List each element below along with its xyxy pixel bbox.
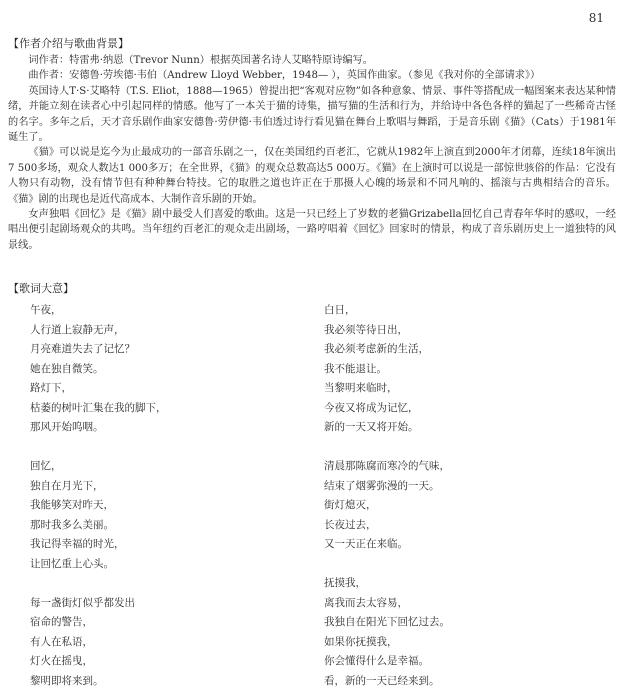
lyric-line: 白日，	[324, 301, 450, 321]
lyric-line: 你会懂得什么是幸福。	[324, 652, 450, 672]
stanza-gap	[324, 555, 450, 575]
lyric-line: 新的一天又将开始。	[324, 418, 450, 438]
lyrics-left-column	[30, 301, 167, 691]
lyric-line: 抚摸我，	[324, 574, 450, 594]
lyric-line: 月亮难道失去了记忆？	[30, 340, 167, 360]
stanza-gap	[30, 438, 167, 458]
lyric-line: 看，新的一天已经来到。	[324, 672, 450, 691]
lyric-line: 那风开始呜咽。	[30, 418, 167, 438]
lyric-line: 灯火在摇曳，	[30, 652, 167, 672]
lyric-line: 让回忆重上心头。	[30, 555, 167, 575]
lyric-line: 每一盏街灯似乎都发出	[30, 594, 167, 614]
lyric-line: 那时我多么美丽。	[30, 516, 167, 536]
page-number: 81	[589, 11, 604, 25]
lyric-line: 午夜，	[30, 301, 167, 321]
lyric-line: 我独自在阳光下回忆过去。	[324, 613, 450, 633]
composer-paragraph: 曲作者：安德鲁·劳埃德·韦伯（Andrew Lloyd Webber，1948— ），英国作曲家。（参见《我对你的全部请求》）	[8, 68, 616, 83]
lyric-line: 如果你抚摸我，	[324, 633, 450, 653]
lyric-line: 黎明即将来到。	[30, 672, 167, 691]
lyric-line: 结束了烟雾弥漫的一天。	[324, 477, 450, 497]
lyric-line: 当黎明来临时，	[324, 379, 450, 399]
lyric-line: 清晨那陈腐而寒冷的气味，	[324, 457, 450, 477]
lyric-line: 路灯下，	[30, 379, 167, 399]
lyric-line: 回忆，	[30, 457, 167, 477]
lyric-line: 我必须考虑新的生活，	[324, 340, 450, 360]
lyric-line: 她在独自微笑。	[30, 360, 167, 380]
lyric-line: 独自在月光下，	[30, 477, 167, 497]
intro-text	[8, 53, 616, 253]
lyricist-paragraph: 词作者：特雷弗·纳恩（Trevor Nunn）根据英国著名诗人艾略特原诗编写。	[8, 53, 616, 68]
eliot-paragraph: 英国诗人T·S·艾略特（T.S. Eliot，1888—1965）曾提出把“客观对应物”如各种意象、情景、事件等搭配成一幅图案来表达某种情绪，并能立刻在读者心中引起同样的情感。他写了一本关于猫的诗集，描写猫的生活和行为，并给诗中各色各样的猫起了一些稀奇古怪的名字。多年之后，天才音乐剧作曲家安德鲁·劳伊德·韦伯透过诗行看见猫在舞台上歌唱与舞蹈，于是音乐剧《猫》（Cats）于1981年诞生了。	[8, 84, 616, 146]
lyric-line: 又一天正在来临。	[324, 535, 450, 555]
lyric-line: 我能够笑对昨天，	[30, 496, 167, 516]
lyric-line: 我必须等待日出，	[324, 321, 450, 341]
lyric-line: 宿命的警告，	[30, 613, 167, 633]
lyric-line: 枯萎的树叶汇集在我的脚下，	[30, 399, 167, 419]
lyric-line: 我不能退让。	[324, 360, 450, 380]
stanza-gap	[30, 574, 167, 594]
lyric-line: 长夜过去，	[324, 516, 450, 536]
stanza-gap	[324, 438, 450, 458]
section-heading-lyrics: 【歌词大意】	[8, 282, 74, 296]
lyrics-right-column	[324, 301, 450, 691]
lyric-line: 今夜又将成为记忆，	[324, 399, 450, 419]
section-heading-intro: 【作者介绍与歌曲背景】	[8, 37, 129, 51]
lyric-line: 离我而去太容易，	[324, 594, 450, 614]
lyric-line: 有人在私语，	[30, 633, 167, 653]
cats-paragraph: 《猫》可以说是迄今为止最成功的一部音乐剧之一，仅在美国纽约百老汇，它就从1982年上演直到2000年才闭幕，连续18年演出7 500多场，观众人数达1 000多万；在全世界，《猫》的观众总数高达5 000万。《猫》在上演时可以说是一部惊世骇俗的作品：它没有人物只有动物，没有情节但有种种舞台特技。它的取胜之道也许正在于那摄人心魄的场景和不同凡响的、摇滚与古典相结合的音乐。《猫》剧的出现也是近代高成本、大制作音乐剧的开始。	[8, 145, 616, 207]
memory-paragraph: 女声独唱《回忆》是《猫》剧中最受人们喜爱的歌曲。这是一只已经上了岁数的老猫Grizabella回忆自己青春年华时的感叹，一经唱出便引起剧场观众的共鸣。当年纽约百老汇的观众走出剧场，一路哼唱着《回忆》回家时的情景，构成了音乐剧历史上一道独特的风景线。	[8, 207, 616, 253]
lyric-line: 街灯熄灭，	[324, 496, 450, 516]
lyric-line: 人行道上寂静无声，	[30, 321, 167, 341]
lyric-line: 我记得幸福的时光，	[30, 535, 167, 555]
